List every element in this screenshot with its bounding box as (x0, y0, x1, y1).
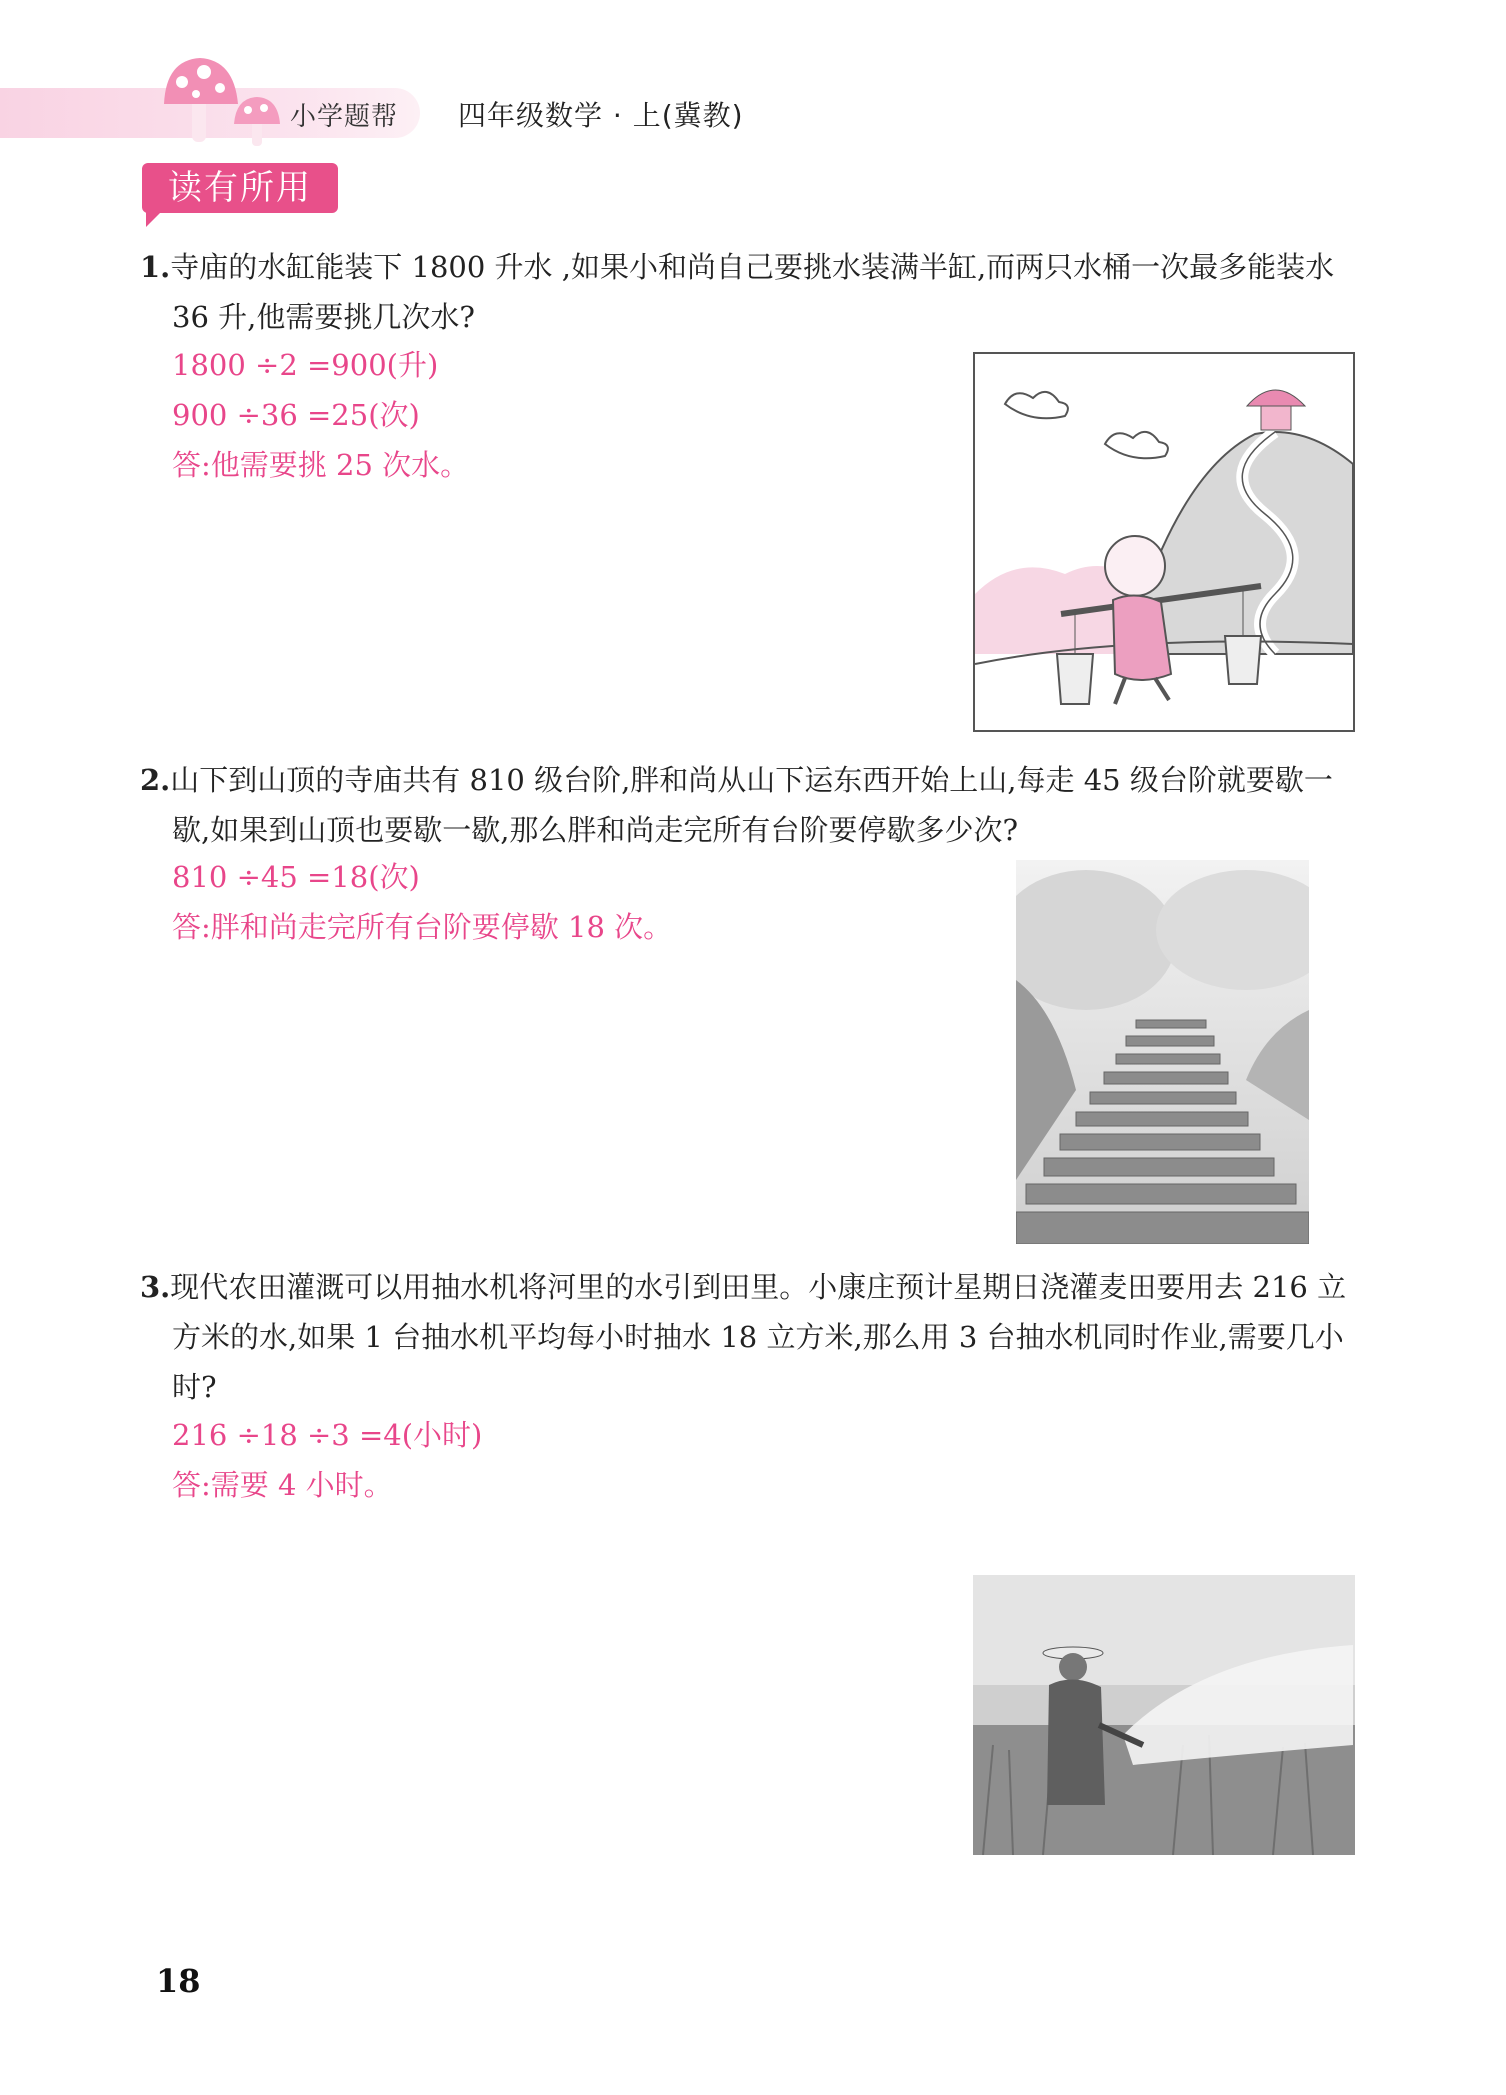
answer-2 (172, 852, 672, 952)
answer-3 (172, 1410, 482, 1510)
book-title: 四年级数学 · 上(冀教) (458, 99, 744, 132)
page-number: 18 (156, 1962, 201, 2000)
field-irrigation-photo (973, 1575, 1355, 1855)
monk-carrying-water-illustration (973, 352, 1355, 732)
answer-line: 900 ÷36 =25(次) (172, 398, 420, 432)
answer-line: 答:需要 4 小时。 (172, 1468, 393, 1502)
answer-line: 答:胖和尚走完所有台阶要停歇 18 次。 (172, 910, 673, 944)
mushroom-logo-icon (160, 52, 290, 152)
stone-stairs-photo (1016, 860, 1309, 1244)
problem-text: 山下到山顶的寺庙共有 810 级台阶,胖和尚从山下运东西开始上山,每走 45 级台阶就要歇一歇,如果到山顶也要歇一歇,那么胖和尚走完所有台阶要停歇多少次? (170, 763, 1333, 847)
problem-number: 3. (140, 1270, 171, 1304)
problem-text: 现代农田灌溉可以用抽水机将河里的水引到田里。小康庄预计星期日浇灌麦田要用去 216 立方米的水,如果 1 台抽水机平均每小时抽水 18 立方米,那么用 3 台抽水机同时作业,需要几小时? (170, 1270, 1347, 1404)
problem-1 (140, 242, 1360, 342)
problem-number: 2. (140, 763, 171, 797)
answer-line: 1800 ÷2 =900(升) (172, 348, 439, 382)
answer-line: 810 ÷45 =18(次) (172, 860, 420, 894)
answer-line: 答:他需要挑 25 次水。 (172, 448, 470, 482)
problem-text: 寺庙的水缸能装下 1800 升水 ,如果小和尚自己要挑水装满半缸,而两只水桶一次最多能装水 36 升,他需要挑几次水? (170, 250, 1335, 334)
brand-name: 小学题帮 (290, 102, 399, 132)
problem-number: 1. (140, 250, 171, 284)
answer-line: 216 ÷18 ÷3 =4(小时) (172, 1418, 483, 1452)
answer-1 (172, 340, 469, 490)
problem-2 (140, 755, 1360, 855)
section-title: 读有所用 (142, 163, 338, 213)
problem-3 (140, 1262, 1360, 1412)
